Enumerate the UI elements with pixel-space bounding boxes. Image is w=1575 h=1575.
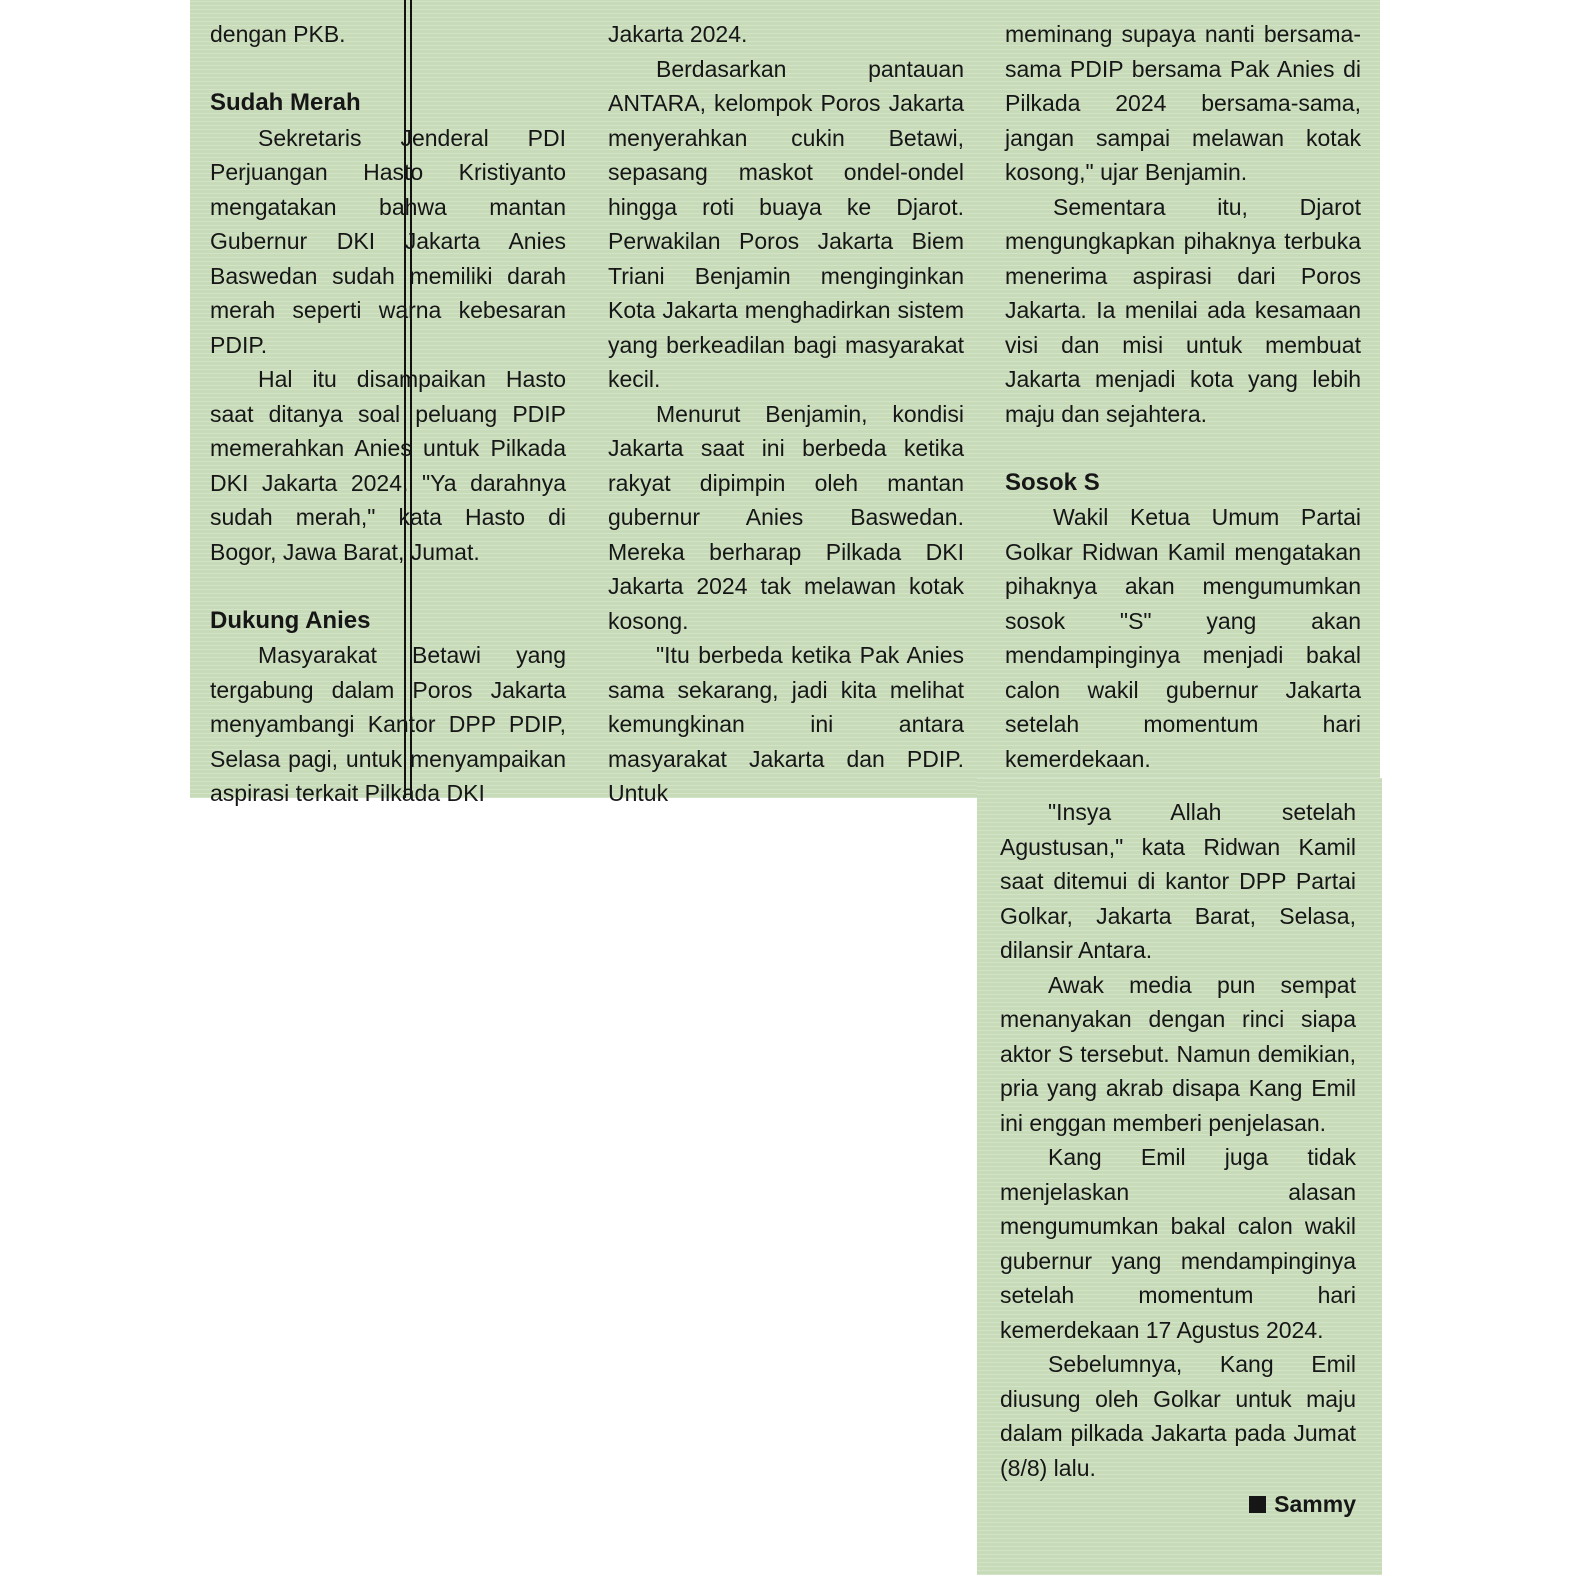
paragraph: Berdasarkan pantauan ANTARA, kelompok Poros Jakarta menyerahkan cukin Betawi, sepasang maskot ondel-ondel hingga roti buaya ke Djarot. Perwakilan Poros Jakarta Biem Triani Benjamin menginginkan Kota Jakarta menghadirkan sistem yang berkeadilan bagi masyarakat kecil. xyxy=(608,55,964,392)
author-name: Sammy xyxy=(1274,1491,1356,1517)
paragraph: "Insya Allah setelah Agustusan," kata Ridwan Kamil saat ditemui di kantor DPP Partai Golkar, Jakarta Barat, Selasa, dilansir Antara. xyxy=(1000,799,1356,963)
paragraph: Menurut Benjamin, kondisi Jakarta saat ini berbeda ketika rakyat dipimpin oleh mantan gubernur Anies Baswedan. Mereka berharap Pilkada DKI Jakarta 2024 tak melawan kotak kosong. xyxy=(608,400,964,634)
end-mark-square-icon xyxy=(1249,1496,1266,1513)
subheading-sosok-s: Sosok S xyxy=(1005,468,1100,496)
column-2 xyxy=(608,17,964,811)
paragraph: Masyarakat Betawi yang tergabung dalam Poros Jakarta menyambangi Kantor DPP PDIP, Selasa pagi, untuk menyampaikan aspirasi terkait Pilkada DKI xyxy=(210,642,566,806)
paragraph: Awak media pun sempat menanyakan dengan rinci siapa aktor S tersebut. Namun demikian, pria yang akrab disapa Kang Emil ini enggan memberi penjelasan. xyxy=(1000,971,1356,1136)
column-3-lead: meminang supaya nanti bersama-sama PDIP bersama Pak Anies di Pilkada 2024 bersama-sama, jangan sampai melawan kotak kosong," ujar Benjamin. xyxy=(1005,21,1361,185)
clipping-top-panel xyxy=(190,0,1380,806)
column-1-lead: dengan PKB. xyxy=(210,21,346,47)
clipping-bottom-panel xyxy=(977,778,1382,1575)
paragraph: Sekretaris Jenderal PDI Perjuangan Hasto Kristiyanto mengatakan bahwa mantan Gubernur DKI Jakarta Anies Baswedan sudah memiliki darah merah seperti warna kebesaran PDIP. xyxy=(210,124,566,358)
paragraph: "Itu berbeda ketika Pak Anies sama sekarang, jadi kita melihat kemungkinan ini antara masyarakat Jakarta dan PDIP. Untuk xyxy=(608,642,964,806)
paragraph: Hal itu disampaikan Hasto saat ditanya soal peluang PDIP memerahkan Anies untuk Pilkada DKI Jakarta 2024. "Ya darahnya sudah merah," kata Hasto di Bogor, Jawa Barat, Jumat. xyxy=(210,366,566,565)
paragraph: Kang Emil juga tidak menjelaskan alasan mengumumkan bakal calon wakil gubernur yang mendampinginya setelah momentum hari kemerdekaan 17 Agustus 2024. xyxy=(1000,1144,1356,1343)
column-4 xyxy=(1000,795,1356,1522)
subheading-dukung-anies: Dukung Anies xyxy=(210,606,371,634)
column-1 xyxy=(210,17,566,811)
paragraph: Sebelumnya, Kang Emil diusung oleh Golkar untuk maju dalam pilkada Jakarta pada Jumat (8/8) lalu. xyxy=(1000,1351,1356,1481)
subheading-sudah-merah: Sudah Merah xyxy=(210,89,361,116)
column-3 xyxy=(1005,17,1361,776)
author-byline xyxy=(1000,1487,1356,1522)
paragraph: Wakil Ketua Umum Partai Golkar Ridwan Kamil mengatakan pihaknya akan mengumumkan sosok "S" yang akan mendampinginya menjadi bakal calon wakil gubernur Jakarta setelah momentum hari kemerdekaan. xyxy=(1005,504,1361,772)
paragraph: Sementara itu, Djarot mengungkapkan pihaknya terbuka menerima aspirasi dari Poros Jakarta. Ia menilai ada kesamaan visi dan misi untuk membuat Jakarta menjadi kota yang lebih maju dan sejahtera. xyxy=(1005,193,1361,427)
column-2-lead: Jakarta 2024. xyxy=(608,21,748,47)
